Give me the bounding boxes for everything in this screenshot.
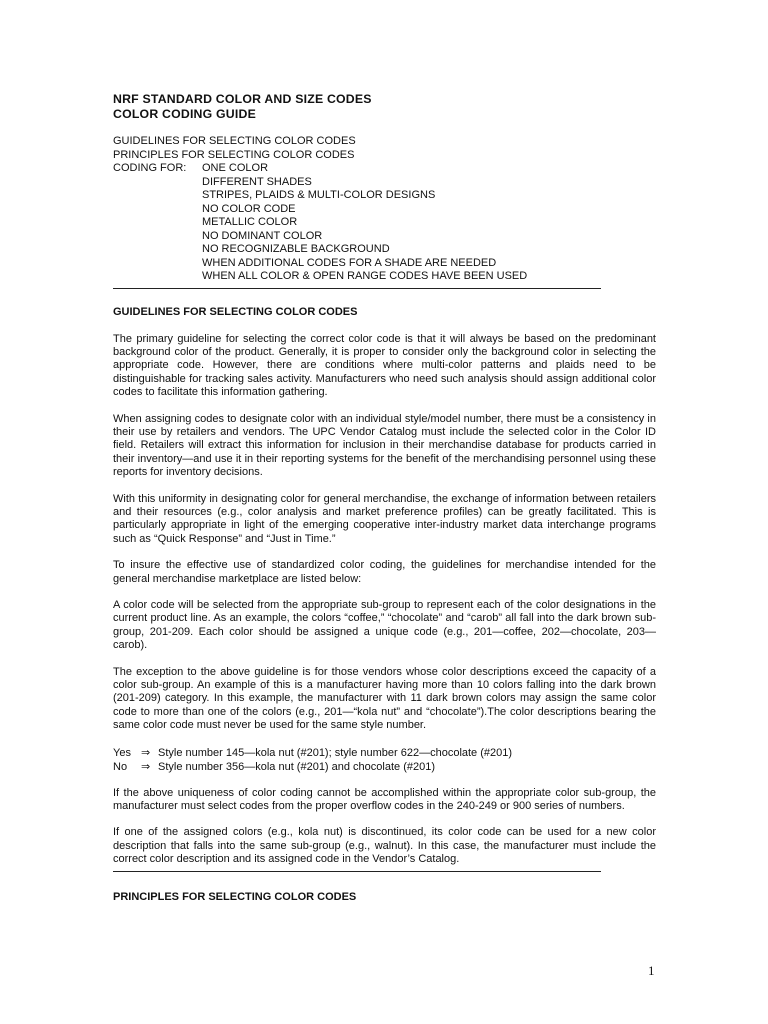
- title-line-2: COLOR CODING GUIDE: [113, 107, 256, 121]
- paragraph: When assigning codes to designate color with an individual style/model number, there must be a consistency in their use by retailers and vendors. The UPC Vendor Catalog must include the selected color in the Color ID field. Retailers will extract this information for inclusion in their merchandise database for products carried in their inventory—and use it in their reporting systems for the benefit of the merchandising personnel using these reports for inventory decisions.: [113, 412, 656, 479]
- title-line-1: NRF STANDARD COLOR AND SIZE CODES: [113, 92, 372, 106]
- toc-coding-item: NO DOMINANT COLOR: [202, 229, 323, 242]
- arrow-right-icon: ⇒: [141, 760, 151, 773]
- section-divider: [113, 288, 601, 289]
- paragraph: The primary guideline for selecting the correct color code is that it will always be based on the predominant background color of the product. Generally, it is proper to consider only the background color in selecting the appropriate code. However, there are conditions where multi-color patterns and plaids need to be distinguishable for tracking sales activity. Manufacturers who need such analysis should assign additional color codes to facilitate this information gathering.: [113, 332, 656, 399]
- toc-coding-item: NO RECOGNIZABLE BACKGROUND: [202, 243, 390, 255]
- paragraph: To insure the effective use of standardized color coding, the guidelines for merchandise intended for the general merchandise marketplace are listed below:: [113, 559, 656, 585]
- toc-coding-list: [202, 162, 527, 284]
- toc-coding-row: [113, 162, 656, 284]
- toc-coding-item: METALLIC COLOR: [202, 216, 298, 228]
- example-text: Style number 145—kola nut (#201); style number 622—chocolate (#201): [158, 746, 513, 759]
- toc-coding-item: NO COLOR CODE: [202, 202, 296, 215]
- paragraph: With this uniformity in designating color for general merchandise, the exchange of information between retailers and their resources (e.g., color analysis and market preference profiles) can be greatly facilitated. This is particularly appropriate in light of the emerging cooperative inter-industry market data interchange programs such as “Quick Response” and “Just in Time.”: [113, 492, 656, 545]
- document-body: [113, 92, 656, 904]
- example-yes: [113, 746, 656, 760]
- paragraph: If the above uniqueness of color coding cannot be accomplished within the appropriate color sub-group, the manufacturer must select codes from the proper overflow codes in the 240-249 or 900 series of numbers.: [113, 786, 656, 813]
- page-number: 1: [648, 963, 655, 978]
- document-title: [113, 92, 656, 122]
- section-heading-guidelines: GUIDELINES FOR SELECTING COLOR CODES: [113, 305, 358, 318]
- example-key: No: [113, 760, 128, 773]
- paragraph: A color code will be selected from the appropriate sub-group to represent each of the color designations in the current product line. As an example, the colors “coffee,” “chocolate” and “carob” all fall into the dark brown sub-group, 201-209. Each color should be assigned a unique code (e.g., 201—coffee, 202—chocolate, 203—carob).: [113, 599, 656, 652]
- example-no: [113, 760, 656, 774]
- toc-coding-item: DIFFERENT SHADES: [202, 175, 312, 188]
- table-of-contents: [113, 135, 656, 284]
- toc-item-principles: PRINCIPLES FOR SELECTING COLOR CODES: [113, 148, 355, 161]
- section-divider: [113, 871, 601, 872]
- toc-coding-item: WHEN ADDITIONAL CODES FOR A SHADE ARE NEEDED: [202, 256, 497, 269]
- toc-coding-label: CODING FOR:: [113, 162, 187, 174]
- section-heading-principles: PRINCIPLES FOR SELECTING COLOR CODES: [113, 890, 357, 903]
- toc-coding-item: STRIPES, PLAIDS & MULTI-COLOR DESIGNS: [202, 189, 436, 201]
- paragraph: The exception to the above guideline is for those vendors whose color descriptions exceed the capacity of a color sub-group. An example of this is a manufacturer having more than 10 colors falling into the dark brown (201-209) category. In this example, the manufacturer with 11 dark brown colors may assign the same color code to more than one of the colors (e.g., 201—“kola nut” and “chocolate”).The color descriptions bearing the same color code must never be used for the same style number.: [113, 665, 656, 732]
- examples-list: [113, 746, 656, 774]
- arrow-right-icon: ⇒: [141, 746, 151, 759]
- toc-coding-item: WHEN ALL COLOR & OPEN RANGE CODES HAVE BEEN USED: [202, 270, 528, 282]
- paragraph: If one of the assigned colors (e.g., kola nut) is discontinued, its color code can be used for a new color description that falls into the same sub-group (e.g., walnut). In this case, the manufacturer must include the correct color description and its assigned code in the Vendor’s Catalog.: [113, 826, 656, 866]
- example-text: Style number 356—kola nut (#201) and chocolate (#201): [158, 760, 436, 773]
- toc-coding-item: ONE COLOR: [202, 162, 269, 174]
- toc-item-guidelines: GUIDELINES FOR SELECTING COLOR CODES: [113, 135, 356, 147]
- example-key: Yes: [113, 746, 131, 759]
